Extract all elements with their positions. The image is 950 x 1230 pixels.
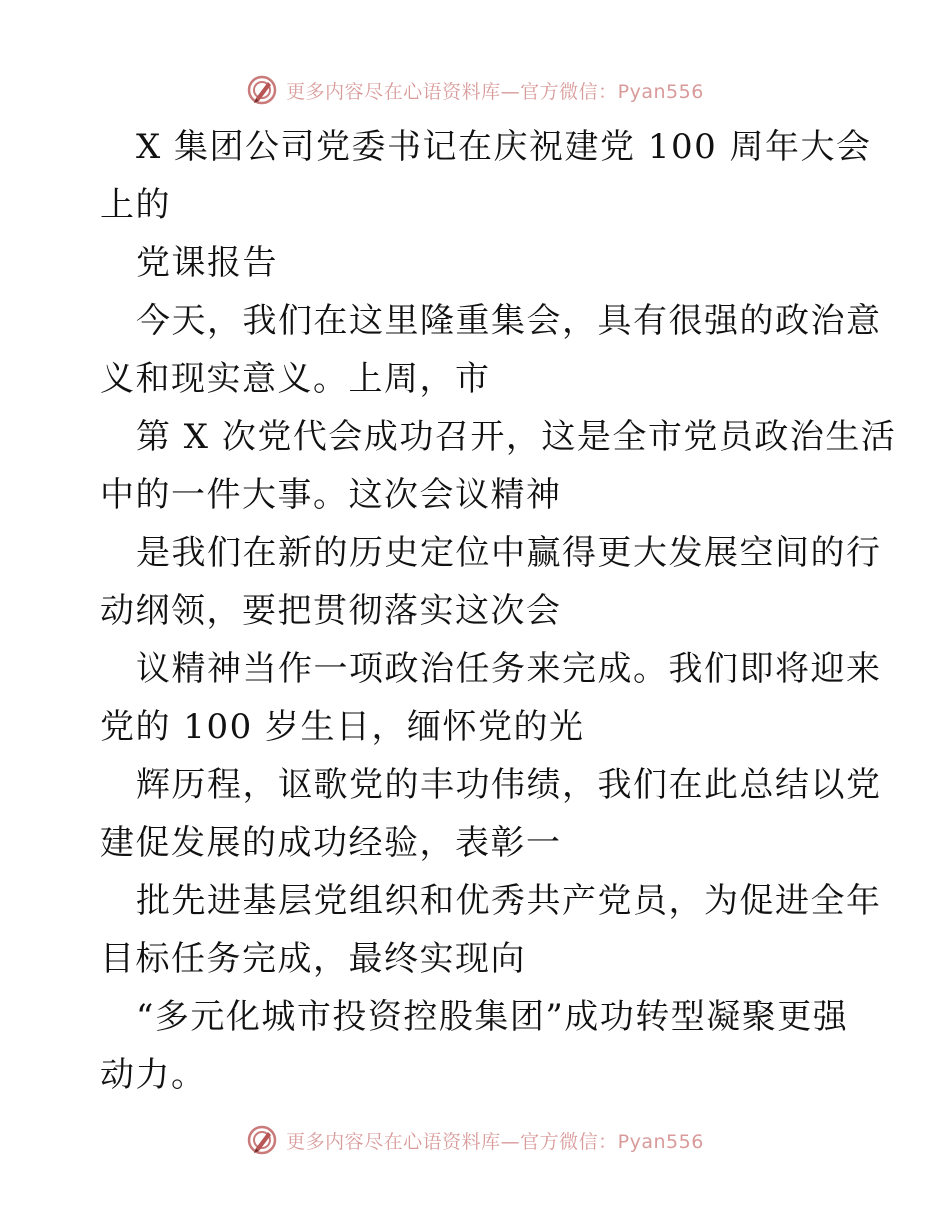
header-watermark	[0, 70, 950, 110]
document-line: 目标任务完成，最终实现向	[100, 939, 526, 979]
document-line: 党的 100 岁生日，缅怀党的光	[100, 707, 585, 747]
document-line: 是我们在新的历史定位中赢得更大发展空间的行	[136, 533, 882, 573]
document-line: 上的	[100, 185, 171, 225]
document-line: 党课报告	[136, 243, 278, 283]
document-line: 中的一件大事。这次会议精神	[100, 475, 562, 515]
watermark-text: 更多内容尽在心语资料库—官方微信：Pyan556	[286, 1130, 704, 1153]
document-line: 今天，我们在这里隆重集会，具有很强的政治意	[136, 301, 882, 341]
document-line: 建促发展的成功经验，表彰一	[100, 823, 562, 863]
pen-circle-logo-icon	[246, 1124, 278, 1156]
document-line: 动力。	[100, 1055, 207, 1095]
document-line: 第 X 次党代会成功召开，这是全市党员政治生活	[136, 417, 897, 457]
document-body	[100, 118, 897, 1104]
pen-circle-logo-icon	[246, 74, 278, 106]
footer-watermark	[0, 1120, 950, 1160]
document-line: 辉历程，讴歌党的丰功伟绩，我们在此总结以党	[136, 765, 882, 805]
watermark-text: 更多内容尽在心语资料库—官方微信：Pyan556	[286, 80, 704, 103]
document-line: X 集团公司党委书记在庆祝建党 100 周年大会	[136, 127, 872, 167]
document-line: 议精神当作一项政治任务来完成。我们即将迎来	[136, 649, 882, 689]
document-line: “多元化城市投资控股集团”成功转型凝聚更强	[136, 997, 849, 1037]
document-line: 义和现实意义。上周，市	[100, 359, 491, 399]
document-line: 动纲领，要把贯彻落实这次会	[100, 591, 562, 631]
document-line: 批先进基层党组织和优秀共产党员，为促进全年	[136, 881, 882, 921]
